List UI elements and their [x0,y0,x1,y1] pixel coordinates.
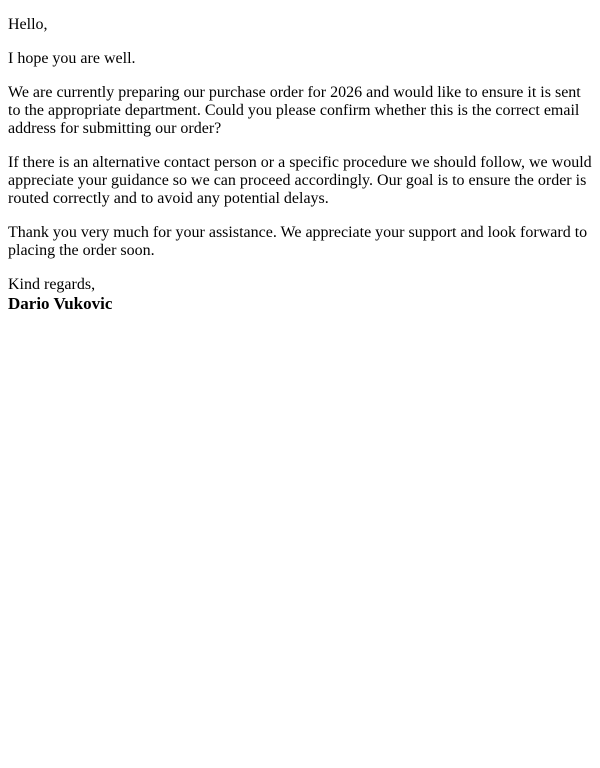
paragraph-contact-procedure: If there is an alternative contact person or a specific procedure we should follow, we would appreciate your guidance so we can proceed accordingly. Our goal is to ensure the order is routed correctly and to avoid any potential delays. [8,154,592,207]
sender-name: Dario Vukovic [8,294,113,313]
paragraph-thanks: Thank you very much for your assistance. We appreciate your support and look forward to placing the order soon. [8,224,588,259]
email-body [8,16,594,314]
greeting: Hello, [8,16,48,33]
paragraph-intro: I hope you are well. [8,50,136,67]
paragraph-purchase-order: We are currently preparing our purchase order for 2026 and would like to ensure it is sent to the appropriate department. Could you please confirm whether this is the correct email address for submitting our order? [8,84,581,137]
closing: Kind regards, [8,276,96,293]
